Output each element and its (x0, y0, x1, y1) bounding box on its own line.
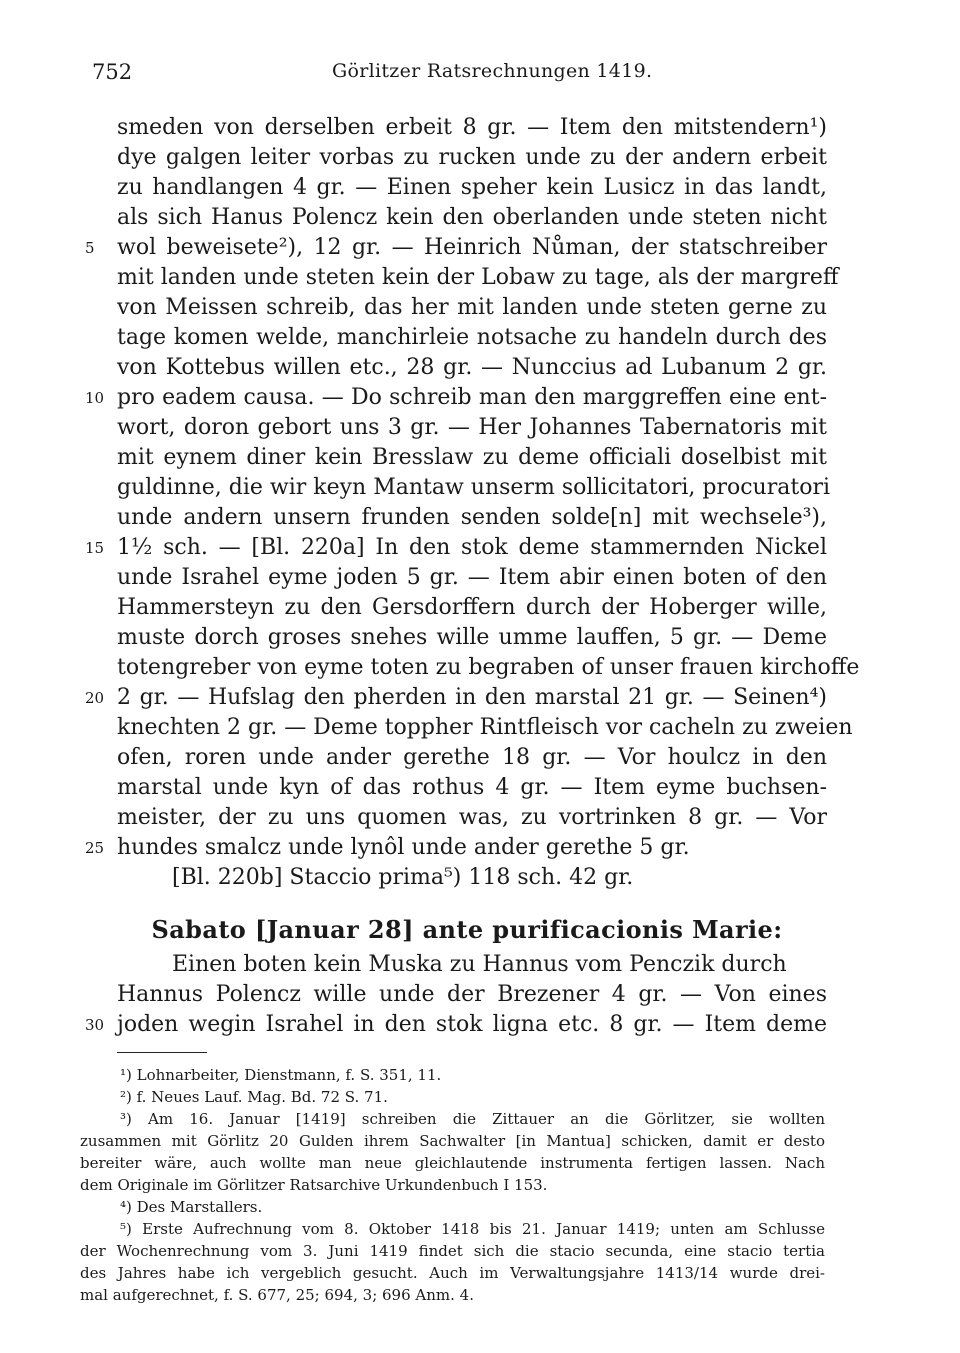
text-line (117, 353, 827, 383)
footnote-line: bereiter wäre, auch wollte man neue gleichlautende instrumenta fertigen lassen. Nach (80, 1154, 825, 1172)
line-text: guldinne, die wir keyn Mantaw unserm sollicitatori, procuratori (117, 475, 831, 500)
footnote-line: dem Originale im Görlitzer Ratsarchive Urkundenbuch I 153. (80, 1176, 548, 1194)
line-text: zu handlangen 4 gr. — Einen speher kein Lusicz in das landt, (117, 175, 827, 200)
section-text-block (85, 950, 827, 1040)
line-text: tage komen welde, manchirleie notsache zu handeln durch des (117, 325, 827, 350)
line-text: mit eynem diner kein Bresslaw zu deme officiali doselbist mit (117, 445, 827, 470)
footnotes-block (80, 1064, 825, 1306)
footnote-line: ⁴) Des Marstallers. (120, 1198, 263, 1216)
line-text: [Bl. 220b] Staccio prima⁵) 118 sch. 42 gr. (172, 865, 634, 890)
line-text: 2 gr. — Hufslag den pherden in den marstal 21 gr. — Seinen⁴) (117, 685, 827, 710)
line-text: meister, der zu uns quomen was, zu vortrinken 8 gr. — Vor (117, 805, 827, 830)
footnote-line: ⁵) Erste Aufrechnung vom 8. Oktober 1418 bis 21. Januar 1419; unten am Schlusse (120, 1220, 825, 1238)
line-number: 5 (85, 239, 95, 257)
footnote-line: ³) Am 16. Januar [1419] schreiben die Zittauer an die Görlitzer, sie wollten (120, 1110, 825, 1128)
line-text: joden wegin Israhel in den stok ligna etc. 8 gr. — Item deme (117, 1012, 827, 1037)
running-title: Görlitzer Ratsrechnungen 1419. (332, 60, 653, 82)
line-text: als sich Hanus Polencz kein den oberlanden unde steten nicht (117, 205, 827, 230)
text-line (117, 173, 827, 203)
text-line (85, 533, 827, 563)
text-line (117, 950, 827, 980)
text-line (117, 323, 827, 353)
line-text: dye galgen leiter vorbas zu rucken unde zu der andern erbeit (117, 145, 827, 170)
page-header (92, 60, 822, 90)
line-text: von Meissen schreib, das her mit landen unde steten gerne zu (117, 295, 827, 320)
line-text: wol beweisete²), 12 gr. — Heinrich Nůman, der statschreiber (117, 235, 827, 260)
line-text: von Kottebus willen etc., 28 gr. — Nunccius ad Lubanum 2 gr. (117, 355, 827, 380)
line-text: totengreber von eyme toten zu begraben of unser frauen kirchoffe (117, 655, 860, 680)
line-text: mit landen unde steten kein der Lobaw zu tage, als der margreff (117, 265, 839, 290)
text-line (117, 743, 827, 773)
text-line (117, 563, 827, 593)
line-text: pro eadem causa. — Do schreib man den marggreffen eine ent- (117, 385, 827, 410)
footnote-line: der Wochenrechnung vom 3. Juni 1419 findet sich die stacio secunda, eine stacio tertia (80, 1242, 825, 1260)
footnote-line: mal aufgerechnet, f. S. 677, 25; 694, 3; 696 Anm. 4. (80, 1286, 474, 1304)
text-line (117, 503, 827, 533)
footnote-line: zusammen mit Görlitz 20 Gulden ihrem Sachwalter [in Mantua] schicken, damit er desto (80, 1132, 825, 1150)
line-text: Hannus Polencz wille unde der Brezener 4 gr. — Von eines (117, 982, 827, 1007)
line-number: 15 (85, 539, 105, 557)
text-line (117, 623, 827, 653)
line-text: marstal unde kyn of das rothus 4 gr. — Item eyme buchsen- (117, 775, 827, 800)
line-text: unde Israhel eyme joden 5 gr. — Item abir einen boten of den (117, 565, 827, 590)
line-text: smeden von derselben erbeit 8 gr. — Item den mitstendern¹) (117, 115, 827, 140)
footnote-line: ²) f. Neues Lauf. Mag. Bd. 72 S. 71. (120, 1088, 388, 1106)
line-text: wort, doron gebort uns 3 gr. — Her Johannes Tabernatoris mit (117, 415, 827, 440)
text-line (117, 203, 827, 233)
text-line (117, 980, 827, 1010)
line-text: knechten 2 gr. — Deme toppher Rintfleisch vor cacheln zu zweien (117, 715, 853, 740)
text-line (117, 593, 827, 623)
text-line (85, 683, 827, 713)
line-text: Hammersteyn zu den Gersdorffern durch der Hoberger wille, (117, 595, 827, 620)
text-line (117, 113, 827, 143)
main-text-block (85, 113, 860, 893)
line-text: 1½ sch. — [Bl. 220a] In den stok deme stammernden Nickel (117, 535, 827, 560)
text-line (117, 653, 860, 683)
text-line (117, 713, 853, 743)
line-text: hundes smalcz unde lynôl unde ander gerethe 5 gr. (117, 835, 690, 860)
text-line (117, 863, 827, 893)
text-line (117, 803, 827, 833)
text-line (117, 413, 827, 443)
page-number: 752 (92, 60, 133, 84)
text-line (117, 293, 827, 323)
text-line (85, 233, 827, 263)
footnote-divider (117, 1052, 207, 1053)
footnote-line: ¹) Lohnarbeiter, Dienstmann, f. S. 351, 11. (120, 1066, 442, 1084)
line-text: unde andern unsern frunden senden solde[n] mit wechsele³), (117, 505, 827, 530)
line-text: muste dorch groses snehes wille umme lauffen, 5 gr. — Deme (117, 625, 827, 650)
line-text: ofen, roren unde ander gerethe 18 gr. — Vor houlcz in den (117, 745, 827, 770)
line-number: 25 (85, 839, 105, 857)
text-line (85, 383, 827, 413)
line-number: 30 (85, 1016, 105, 1034)
line-number: 20 (85, 689, 105, 707)
line-text: Einen boten kein Muska zu Hannus vom Penczik durch (172, 952, 787, 977)
text-line (117, 263, 839, 293)
text-line (117, 143, 827, 173)
section-heading: Sabato [Januar 28] ante purificacionis Marie: (151, 915, 783, 944)
text-line (117, 773, 827, 803)
text-line (85, 833, 827, 863)
text-line (117, 443, 827, 473)
text-line (117, 473, 831, 503)
text-line (85, 1010, 827, 1040)
footnote-line: des Jahres habe ich vergeblich gesucht. Auch im Verwaltungsjahre 1413/14 wurde drei- (80, 1264, 825, 1282)
line-number: 10 (85, 389, 105, 407)
